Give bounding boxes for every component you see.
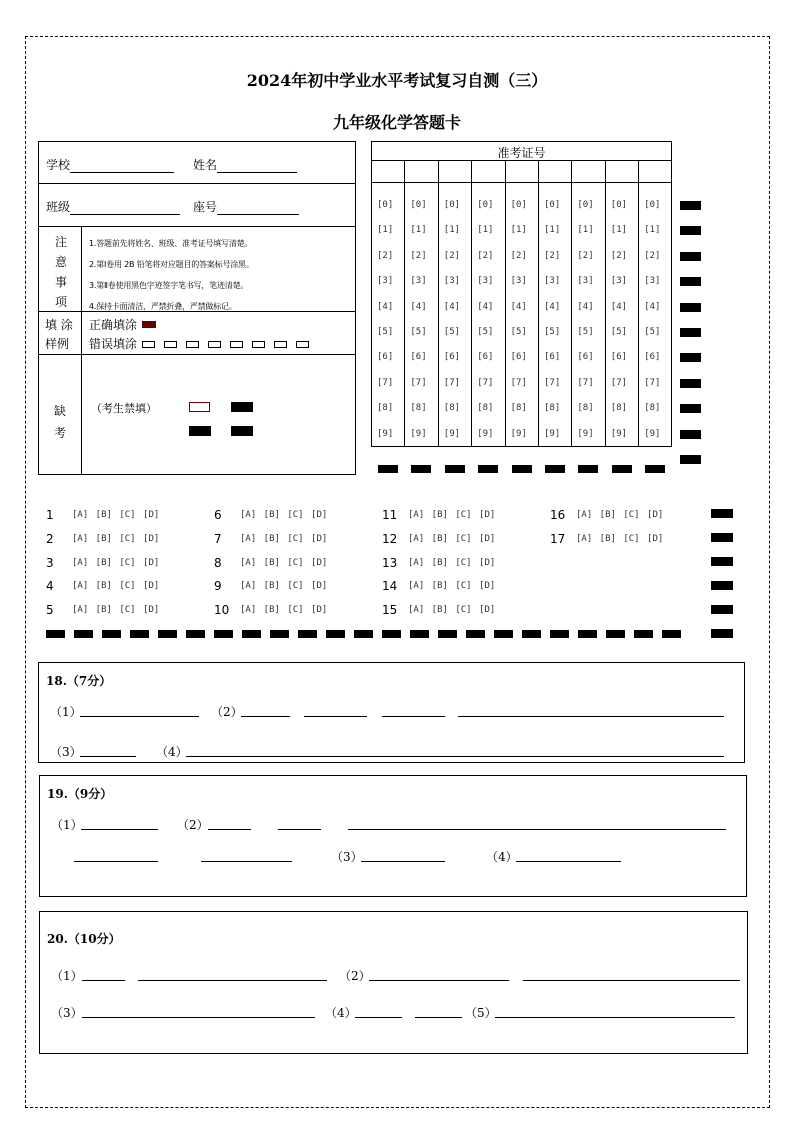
divider <box>38 226 356 227</box>
choice-options[interactable]: [A] [B] [C] [D] <box>576 533 664 544</box>
q19-answer-line[interactable] <box>74 861 158 862</box>
q20-part5-label: （5） <box>465 1006 497 1020</box>
choice-options[interactable]: [A] [B] [C] [D] <box>408 557 496 568</box>
exam-id-bubble[interactable]: [7] <box>544 377 561 388</box>
timing-mark <box>158 630 177 638</box>
q18-answer-line[interactable] <box>80 756 136 757</box>
timing-mark <box>214 630 233 638</box>
exam-id-bubble[interactable]: [3] <box>443 276 461 287</box>
exam-id-bubble[interactable]: [2] <box>577 250 594 261</box>
q19-part4-label: （4） <box>486 850 518 864</box>
school-field[interactable] <box>46 156 174 173</box>
exam-id-bubble[interactable]: [0] <box>577 200 594 210</box>
exam-id-bubble[interactable]: [7] <box>577 377 594 388</box>
q20-answer-line[interactable] <box>138 980 327 981</box>
exam-id-bubble[interactable]: [9] <box>610 428 628 439</box>
divider <box>371 160 672 161</box>
q20-answer-line[interactable] <box>369 980 509 981</box>
seat-field[interactable] <box>193 198 299 215</box>
choice-options[interactable]: [A] [B] [C] [D] <box>576 510 664 520</box>
choice-options[interactable]: [A] [B] [C] [D] <box>72 510 160 520</box>
exam-id-bubble[interactable]: [8] <box>610 403 628 414</box>
exam-id-bubble[interactable]: [3] <box>410 276 427 287</box>
question-number: 13 <box>382 555 398 570</box>
choice-options[interactable]: [A] [B] [C] [D] <box>240 557 328 568</box>
choice-options[interactable]: [A] [B] [C] [D] <box>72 605 160 616</box>
exam-id-bubble[interactable]: [7] <box>410 377 427 388</box>
exam-id-bubble[interactable]: [0] <box>410 200 427 210</box>
question-number: 17 <box>550 531 566 546</box>
exam-id-bubble[interactable]: [8] <box>410 403 427 414</box>
exam-id-bubble[interactable]: [5] <box>510 327 527 337</box>
timing-mark <box>445 465 465 473</box>
notes-label-char: 意 <box>54 255 67 269</box>
exam-id-bubble[interactable]: [7] <box>477 377 494 388</box>
exam-id-bubble[interactable]: [8] <box>377 403 394 414</box>
exam-id-bubble[interactable]: [4] <box>644 301 661 312</box>
exam-id-bubble[interactable]: [3] <box>610 276 628 287</box>
q18-answer-line[interactable] <box>241 716 290 717</box>
q19-part2-label: （2） <box>177 818 209 832</box>
exam-id-bubble[interactable]: [2] <box>610 250 628 261</box>
exam-id-bubble[interactable]: [0] <box>477 200 494 210</box>
question-number: 9 <box>214 579 222 594</box>
exam-id-bubble[interactable]: [9] <box>544 428 561 439</box>
choice-options[interactable]: [A] [B] [C] [D] <box>408 510 496 520</box>
timing-mark <box>512 465 532 473</box>
question-number: 6 <box>214 508 222 522</box>
timing-mark <box>711 605 733 614</box>
exam-id-bubble[interactable]: [8] <box>477 403 494 414</box>
question-number: 15 <box>382 603 398 618</box>
q19-part3-label: （3） <box>331 850 363 864</box>
timing-mark <box>634 630 653 638</box>
question-number: 1 <box>46 508 54 522</box>
choice-options[interactable]: [A] [B] [C] [D] <box>408 581 496 592</box>
exam-id-bubble[interactable]: [9] <box>477 428 494 439</box>
exam-id-bubble[interactable]: [1] <box>644 225 661 236</box>
q19-answer-line[interactable] <box>278 829 321 830</box>
exam-id-bubble[interactable]: [4] <box>610 301 628 312</box>
notes-label <box>54 232 68 312</box>
choice-options[interactable]: [A] [B] [C] [D] <box>240 605 328 616</box>
notes-list <box>89 233 254 317</box>
fill-sample-label <box>45 316 73 354</box>
exam-id-bubble[interactable]: [8] <box>577 403 594 414</box>
exam-id-bubble[interactable]: [2] <box>644 250 661 261</box>
timing-mark <box>545 465 565 473</box>
notes-label-char: 项 <box>54 295 67 309</box>
exam-id-bubble[interactable]: [8] <box>443 403 461 414</box>
exam-id-bubble[interactable]: [0] <box>377 200 394 210</box>
timing-mark <box>378 465 398 473</box>
q18-answer-line[interactable] <box>458 716 724 717</box>
question-number: 10 <box>214 603 230 618</box>
notes-label-char: 注 <box>54 235 67 249</box>
page-title: 2024年初中学业水平考试复习自测（三） <box>246 71 548 90</box>
exam-id-bubble[interactable]: [9] <box>410 428 427 439</box>
q18-answer-line[interactable] <box>382 716 445 717</box>
q20-answer-line[interactable] <box>495 1017 735 1018</box>
exam-id-bubble[interactable]: [2] <box>443 250 461 261</box>
exam-id-bubble[interactable]: [1] <box>410 225 427 236</box>
timing-mark <box>680 379 701 388</box>
exam-id-bubble[interactable]: [5] <box>644 327 661 337</box>
page-subtitle: 九年级化学答题卡 <box>332 113 461 132</box>
timing-mark <box>270 630 289 638</box>
question-number: 12 <box>382 531 398 546</box>
wrong-sample-x <box>142 341 155 348</box>
timing-mark <box>711 533 733 542</box>
exam-id-bubble[interactable]: [8] <box>644 403 661 414</box>
exam-id-bubble[interactable]: [4] <box>577 301 594 312</box>
q18-part2-label: （2） <box>211 705 243 719</box>
timing-mark <box>102 630 121 638</box>
exam-id-bubble[interactable]: [6] <box>510 352 527 363</box>
timing-mark <box>578 465 598 473</box>
exam-id-bubble[interactable]: [9] <box>577 428 594 439</box>
exam-id-bubble[interactable]: [2] <box>377 250 394 261</box>
q18-part3-label: （3） <box>50 745 82 759</box>
wrong-sample-filled-center <box>252 341 265 348</box>
timing-mark <box>231 426 253 436</box>
exam-id-bubble[interactable]: [7] <box>510 377 527 388</box>
absent-label-char: 缺 <box>54 404 67 418</box>
exam-id-bubble[interactable]: [6] <box>644 352 661 363</box>
exam-id-bubble[interactable]: [3] <box>544 276 561 287</box>
timing-mark <box>680 277 701 286</box>
note-item: 1.答题前先将姓名、班级、准考证号填写清楚。 <box>89 239 253 248</box>
name-label: 姓名 <box>193 158 218 172</box>
exam-id-bubble[interactable]: [9] <box>377 428 394 439</box>
timing-mark <box>680 201 701 210</box>
class-label: 班级 <box>46 200 71 214</box>
q19-heading: 19.（9分） <box>47 787 113 801</box>
divider <box>538 160 539 447</box>
divider <box>371 182 672 183</box>
timing-mark <box>466 630 485 638</box>
timing-mark <box>298 630 317 638</box>
divider <box>571 160 572 447</box>
choice-options[interactable]: [A] [B] [C] [D] <box>408 533 496 544</box>
exam-id-bubble[interactable]: [1] <box>510 225 527 236</box>
wrong-sample-dash <box>164 341 177 348</box>
exam-id-bubble[interactable]: [4] <box>377 301 394 312</box>
timing-mark <box>662 630 681 638</box>
timing-mark <box>326 630 345 638</box>
exam-id-bubble[interactable]: [3] <box>644 276 661 287</box>
exam-id-bubble[interactable]: [4] <box>477 301 494 312</box>
divider <box>38 183 356 184</box>
q20-part4-label: （4） <box>325 1006 357 1020</box>
timing-mark <box>494 630 513 638</box>
exam-id-bubble[interactable]: [1] <box>577 225 594 236</box>
fill-correct-label: 正确填涂 <box>89 318 138 332</box>
timing-mark <box>680 353 701 362</box>
wrong-sample-backslash <box>186 341 199 348</box>
timing-mark <box>680 404 701 413</box>
absent-note: （考生禁填） <box>91 402 157 415</box>
exam-id-bubble[interactable]: [7] <box>377 377 394 388</box>
timing-mark <box>74 630 93 638</box>
exam-id-grid <box>371 141 672 447</box>
choice-options[interactable]: [A] [B] [C] [D] <box>72 581 160 592</box>
exam-id-bubble[interactable]: [9] <box>510 428 527 439</box>
exam-id-bubble[interactable]: [0] <box>644 200 661 210</box>
class-field[interactable] <box>46 198 180 215</box>
timing-mark <box>242 630 261 638</box>
exam-id-bubble[interactable]: [4] <box>410 301 427 312</box>
q20-heading: 20.（10分） <box>47 932 121 946</box>
note-item: 2.第Ⅰ卷用 2B 铅笔将对应题目的答案标号涂黑。 <box>89 260 254 269</box>
timing-mark <box>711 629 733 638</box>
q20-answer-line[interactable] <box>415 1017 462 1018</box>
exam-id-bubble[interactable]: [4] <box>544 301 561 312</box>
q20-answer-line[interactable] <box>82 980 125 981</box>
choice-options[interactable]: [A] [B] [C] [D] <box>72 533 160 544</box>
question-number: 14 <box>382 579 398 594</box>
q20-answer-line[interactable] <box>82 1017 315 1018</box>
timing-mark <box>550 630 569 638</box>
q20-answer-line[interactable] <box>523 980 740 981</box>
divider <box>638 160 639 447</box>
exam-id-bubble[interactable]: [2] <box>410 250 427 261</box>
q18-part4-label: （4） <box>156 745 188 759</box>
question-number: 16 <box>550 508 566 522</box>
q20-part3-label: （3） <box>51 1006 83 1020</box>
q20-answer-line[interactable] <box>355 1017 402 1018</box>
exam-id-bubble[interactable]: [6] <box>377 352 394 363</box>
exam-id-bubble[interactable]: [6] <box>443 352 461 363</box>
q19-answer-line[interactable] <box>81 829 158 830</box>
timing-mark <box>231 402 253 412</box>
exam-id-bubble[interactable]: [4] <box>443 301 461 312</box>
note-item: 4.保持卡面清洁，严禁折叠，严禁做标记。 <box>89 302 237 311</box>
divider <box>605 160 606 447</box>
question-number: 4 <box>46 579 54 594</box>
timing-mark <box>680 430 701 439</box>
exam-id-bubble[interactable]: [5] <box>610 327 628 337</box>
timing-mark <box>711 581 733 590</box>
exam-id-bubble[interactable]: [6] <box>610 352 628 363</box>
exam-id-bubble[interactable]: [3] <box>510 276 527 287</box>
exam-id-bubble[interactable]: [9] <box>644 428 661 439</box>
q18-box <box>38 662 745 763</box>
exam-id-bubble[interactable]: [1] <box>610 225 628 236</box>
timing-mark <box>711 509 733 518</box>
fill-wrong-label: 错误填涂 <box>89 337 138 351</box>
timing-mark <box>354 630 373 638</box>
exam-id-bubble[interactable]: [6] <box>410 352 427 363</box>
exam-id-bubble[interactable]: [1] <box>544 225 561 236</box>
exam-id-bubble[interactable]: [0] <box>510 200 527 210</box>
divider <box>404 160 405 447</box>
timing-mark <box>410 630 429 638</box>
exam-id-bubble[interactable]: [5] <box>443 327 461 337</box>
exam-id-bubble[interactable]: [2] <box>544 250 561 261</box>
divider <box>438 160 439 447</box>
divider <box>81 226 82 475</box>
exam-id-bubble[interactable]: [2] <box>477 250 494 261</box>
q19-answer-line[interactable] <box>348 829 726 830</box>
choice-options[interactable]: [A] [B] [C] [D] <box>240 581 328 592</box>
question-number: 8 <box>214 555 222 570</box>
wrong-sample-bar <box>296 341 309 348</box>
name-field[interactable] <box>193 156 297 173</box>
absent-label-char: 考 <box>54 426 67 440</box>
exam-id-bubble[interactable]: [7] <box>443 377 461 388</box>
exam-id-label: 准考证号 <box>497 146 546 160</box>
exam-id-bubble[interactable]: [8] <box>544 403 561 414</box>
q19-answer-line[interactable] <box>208 829 251 830</box>
q19-box <box>39 775 747 897</box>
exam-id-bubble[interactable]: [1] <box>443 225 461 236</box>
timing-mark <box>438 630 457 638</box>
q18-answer-line[interactable] <box>304 716 367 717</box>
question-number: 7 <box>214 531 222 546</box>
q18-answer-line[interactable] <box>186 756 724 757</box>
exam-id-bubble[interactable]: [8] <box>510 403 527 414</box>
exam-id-bubble[interactable]: [6] <box>577 352 594 363</box>
exam-id-bubble[interactable]: [5] <box>544 327 561 337</box>
timing-mark <box>680 328 701 337</box>
q19-answer-line[interactable] <box>201 861 292 862</box>
absent-label <box>54 400 66 444</box>
exam-id-bubble[interactable]: [5] <box>477 327 494 337</box>
exam-id-bubble[interactable]: [5] <box>377 327 394 337</box>
q18-part1-label: （1） <box>50 705 82 719</box>
q18-heading: 18.（7分） <box>46 674 112 688</box>
timing-mark <box>186 630 205 638</box>
timing-mark <box>606 630 625 638</box>
exam-id-bubble[interactable]: [3] <box>477 276 494 287</box>
question-number: 11 <box>382 508 398 522</box>
timing-mark <box>680 226 701 235</box>
q20-box <box>39 911 748 1054</box>
divider <box>505 160 506 447</box>
timing-mark <box>578 630 597 638</box>
timing-mark <box>130 630 149 638</box>
exam-id-bubble[interactable]: [0] <box>443 200 461 210</box>
exam-id-bubble[interactable]: [5] <box>410 327 427 337</box>
exam-id-bubble[interactable]: [0] <box>610 200 628 210</box>
timing-mark <box>680 455 701 464</box>
absent-checkbox[interactable] <box>189 402 210 412</box>
seat-label: 座号 <box>193 200 218 214</box>
school-label: 学校 <box>46 158 71 172</box>
exam-id-bubble[interactable]: [7] <box>644 377 661 388</box>
q18-answer-line[interactable] <box>80 716 199 717</box>
timing-mark <box>645 465 665 473</box>
exam-id-bubble[interactable]: [6] <box>544 352 561 363</box>
q20-part1-label: （1） <box>51 969 83 983</box>
question-number: 2 <box>46 531 54 546</box>
q20-part2-label: （2） <box>339 969 371 983</box>
question-number: 5 <box>46 603 54 618</box>
exam-id-bubble[interactable]: [0] <box>544 200 561 210</box>
timing-mark <box>612 465 632 473</box>
notes-label-char: 事 <box>54 275 67 289</box>
exam-id-bubble[interactable]: [3] <box>577 276 594 287</box>
timing-mark <box>680 303 701 312</box>
timing-mark <box>189 426 211 436</box>
exam-id-bubble[interactable]: [3] <box>377 276 394 287</box>
wrong-sample-cross <box>274 341 287 348</box>
wrong-sample-dot <box>230 341 243 348</box>
divider <box>471 160 472 447</box>
timing-mark <box>478 465 498 473</box>
choice-options[interactable]: [A] [B] [C] [D] <box>408 605 496 616</box>
fill-label-line: 填 涂 <box>45 318 73 332</box>
correct-fill-sample <box>142 321 156 328</box>
fill-label-line: 样例 <box>45 337 70 351</box>
choice-options[interactable]: [A] [B] [C] [D] <box>240 510 328 520</box>
exam-id-bubble[interactable]: [6] <box>477 352 494 363</box>
note-item: 3.第Ⅱ卷使用黑色字迹签字笔书写，笔迹清楚。 <box>89 281 249 290</box>
divider <box>38 354 356 355</box>
timing-mark <box>411 465 431 473</box>
question-number: 3 <box>46 555 54 570</box>
exam-id-bubble[interactable]: [1] <box>477 225 494 236</box>
exam-id-bubble[interactable]: [5] <box>577 327 594 337</box>
timing-mark <box>522 630 541 638</box>
exam-id-bubble[interactable]: [1] <box>377 225 394 236</box>
wrong-sample-slash <box>208 341 221 348</box>
exam-id-bubble[interactable]: [4] <box>510 301 527 312</box>
q19-part1-label: （1） <box>51 818 83 832</box>
exam-id-bubble[interactable]: [7] <box>610 377 628 388</box>
q19-answer-line[interactable] <box>516 861 621 862</box>
choice-options[interactable]: [A] [B] [C] [D] <box>240 533 328 544</box>
timing-mark <box>46 630 65 638</box>
timing-mark <box>382 630 401 638</box>
q19-answer-line[interactable] <box>361 861 445 862</box>
exam-id-bubble[interactable]: [2] <box>510 250 527 261</box>
choice-options[interactable]: [A] [B] [C] [D] <box>72 557 160 568</box>
timing-mark <box>680 252 701 261</box>
exam-id-bubble[interactable]: [9] <box>443 428 461 439</box>
timing-mark <box>711 557 733 566</box>
